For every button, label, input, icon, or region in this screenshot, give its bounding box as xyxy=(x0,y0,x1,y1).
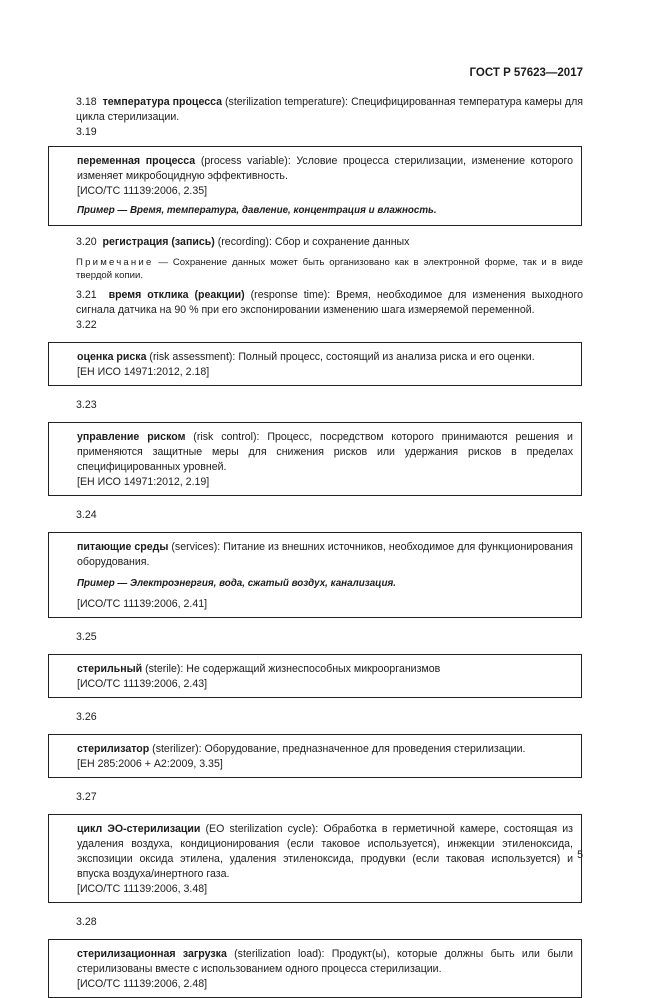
entry-definition: Условие процесса стерилизации, изменение которого изменяет микробоцидную эффективность. xyxy=(77,155,573,182)
entry-number-3-24: 3.24 xyxy=(76,509,97,521)
entry-3-23 xyxy=(77,430,573,475)
entry-term: цикл ЭО-стерилизации xyxy=(77,823,201,835)
entry-3-26 xyxy=(77,742,573,757)
entry-definition: Сбор и сохранение данных xyxy=(271,236,410,248)
entry-definition: Время, необходимое для изменения выходного сигнала датчика на 90 % при его экспонировании изменению шага измеряемой переменной. xyxy=(76,289,584,316)
entry-reference: [ЕН ИСО 14971:2012, 2.18] xyxy=(77,366,210,378)
entry-number-3-19: 3.19 xyxy=(76,126,97,138)
entry-term: оценка риска xyxy=(77,351,147,363)
entry-3-19 xyxy=(77,154,573,184)
entry-note xyxy=(76,256,583,282)
entry-3-27 xyxy=(77,822,573,882)
entry-3-26-box xyxy=(48,734,582,778)
entry-english: (risk control): xyxy=(185,431,260,443)
entry-definition: Полный процесс, состоящий из анализа риска и его оценки. xyxy=(235,351,535,363)
entry-number-3-22: 3.22 xyxy=(76,319,97,331)
entry-reference: [ЕН 285:2006 + A2:2009, 3.35] xyxy=(77,758,223,770)
entry-reference: [ИСО/ТС 11139:2006, 2.48] xyxy=(77,978,208,990)
standard-designation: ГОСТ Р 57623—2017 xyxy=(469,67,583,79)
entry-number: 3.20 xyxy=(76,236,97,248)
note-text: — Сохранение данных может быть организовано как в электронной форме, так и в виде твердой копии. xyxy=(76,257,583,281)
note-label: Примечание xyxy=(76,257,154,268)
entry-definition: Специфицированная температура камеры для цикла стерилизации. xyxy=(76,96,584,123)
entry-english: (sterilization load): xyxy=(226,948,325,960)
entry-number-3-23: 3.23 xyxy=(76,399,97,411)
definitions-section xyxy=(76,95,583,998)
example-text: Время, температура, давление, концентрация и влажность. xyxy=(127,205,437,216)
entry-number: 3.21 xyxy=(76,289,97,301)
example-label: Пример — xyxy=(77,205,128,216)
entry-english: (EO sterilization cycle): xyxy=(200,823,319,835)
entry-definition: Питание из внешних источников, необходимое для функционирования оборудования. xyxy=(77,541,573,568)
entry-3-24-box xyxy=(48,532,582,618)
entry-term: температура процесса xyxy=(102,96,223,108)
entry-number-3-28: 3.28 xyxy=(76,916,97,928)
entry-3-19-box xyxy=(48,146,582,226)
entry-definition: Обработка в герметичной камере, состоящая из удаления воздуха, кондиционирования (если таковое используется), инжекции этиленоксида, экспозиции оксида этилена, удаления этиленоксида, продувки (если таковая используется) и впуска воздуха/инертного газа. xyxy=(77,823,574,880)
entry-english: (response time): xyxy=(244,289,331,301)
entry-reference: [ИСО/ТС 11139:2006, 3.48] xyxy=(77,883,208,895)
entry-number: 3.18 xyxy=(76,96,97,108)
entry-reference: [ЕН ИСО 14971:2012, 2.19] xyxy=(77,476,210,488)
entry-3-18 xyxy=(76,95,583,125)
entry-3-24 xyxy=(77,540,573,570)
entry-term: питающие среды xyxy=(77,541,169,553)
entry-example xyxy=(77,203,573,218)
entry-term: стерилизационная загрузка xyxy=(77,948,227,960)
entry-reference: [ИСО/ТС 11139:2006, 2.43] xyxy=(77,678,208,690)
entry-term: стерилизатор xyxy=(77,743,150,755)
entry-3-27-box xyxy=(48,814,582,903)
entry-term: управление риском xyxy=(77,431,186,443)
entry-english: (sterilizer): xyxy=(149,743,202,755)
entry-definition: Не содержащий жизнеспособных микроорганизмов xyxy=(183,663,441,675)
entry-term: время отклика (реакции) xyxy=(108,289,245,301)
page-number: 5 xyxy=(577,849,583,861)
entry-definition: Продукт(ы), которые должны быть или были стерилизованы вместе с использованием одного процесса стерилизации. xyxy=(77,948,574,975)
entry-3-22 xyxy=(77,350,573,365)
entry-3-23-box xyxy=(48,422,582,496)
entry-number-3-26: 3.26 xyxy=(76,711,97,723)
entry-3-21 xyxy=(76,288,583,318)
entry-reference: [ИСО/ТС 11139:2006, 2.41] xyxy=(77,598,208,610)
entry-english: (sterilization temperature): xyxy=(222,96,349,108)
entry-english: (risk assessment): xyxy=(146,351,236,363)
entry-3-28-box xyxy=(48,939,582,998)
entry-term: стерильный xyxy=(77,663,143,675)
example-label: Пример — xyxy=(77,578,128,589)
entry-definition: Процесс, посредством которого принимаются решения и применяются защитные меры для снижения рисков или удержания рисков в пределах специфицированных уровней. xyxy=(77,431,573,473)
entry-reference: [ИСО/ТС 11139:2006, 2.35] xyxy=(77,185,208,197)
entry-3-25-box xyxy=(48,654,582,698)
entry-term: переменная процесса xyxy=(77,155,196,167)
entry-definition: Оборудование, предназначенное для проведения стерилизации. xyxy=(201,743,526,755)
entry-english: (services): xyxy=(168,541,221,553)
entry-3-20 xyxy=(76,235,583,250)
entry-term: регистрация (запись) xyxy=(102,236,215,248)
entry-english: (recording): xyxy=(214,236,272,248)
entry-number-3-25: 3.25 xyxy=(76,631,97,643)
entry-english: (process variable): xyxy=(195,155,291,167)
entry-3-22-box xyxy=(48,342,582,386)
entry-3-28 xyxy=(77,947,573,977)
entry-example xyxy=(77,576,573,591)
example-text: Электроэнергия, вода, сжатый воздух, канализация. xyxy=(127,578,396,589)
entry-3-25 xyxy=(77,662,573,677)
entry-english: (sterile): xyxy=(142,663,184,675)
entry-number-3-27: 3.27 xyxy=(76,791,97,803)
